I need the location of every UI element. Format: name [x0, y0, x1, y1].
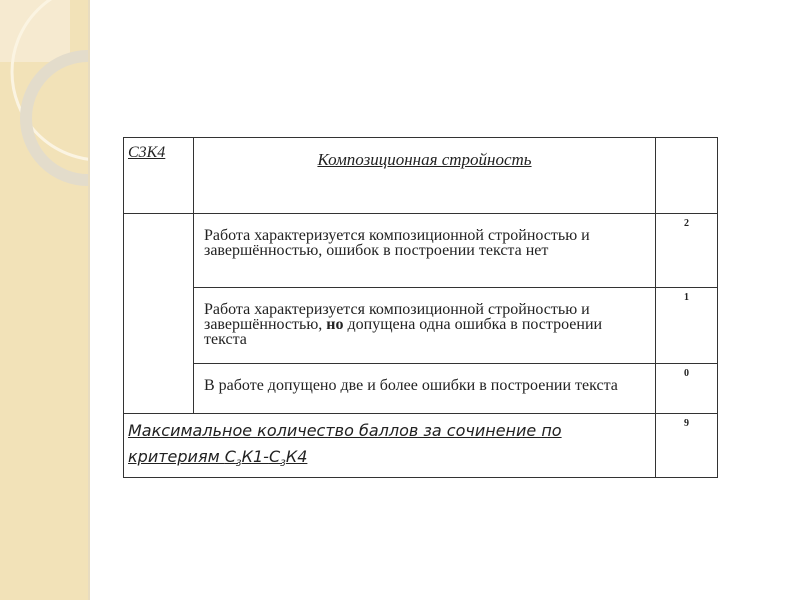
row-description: [194, 288, 656, 364]
criterion-code-cell: [124, 138, 194, 214]
total-c2: С: [268, 447, 281, 466]
total-label-text: Максимальное количество баллов за сочинение по критериям: [128, 421, 562, 466]
description-bold: но: [326, 316, 344, 333]
criterion-title-cell: [194, 138, 656, 214]
total-label: [124, 414, 656, 478]
decorative-circles-icon: [0, 0, 88, 600]
total-row: [124, 414, 718, 478]
criterion-code: С3К4: [128, 144, 166, 161]
criterion-title: Композиционная стройность: [317, 150, 532, 169]
sidebar-edge: [88, 0, 90, 600]
criteria-table: [123, 137, 718, 478]
row-score: 0: [656, 364, 718, 414]
row-score: 2: [656, 214, 718, 288]
row-score: 1: [656, 288, 718, 364]
row-description: В работе допущено две и более ошибки в построении текста: [194, 364, 656, 414]
description-text: Работа характеризуется композиционной стройностью и завершённостью,: [204, 301, 590, 333]
description-text: допущена одна ошибка в построении текста: [204, 316, 603, 348]
total-k1: К1-: [241, 447, 269, 466]
table-header-row: [124, 138, 718, 214]
total-k2: К4: [285, 447, 308, 466]
table-row: [124, 214, 718, 288]
table-row: [124, 288, 718, 364]
row-description: Работа характеризуется композиционной стройностью и завершённостью, ошибок в построении текста нет: [194, 214, 656, 288]
table-row: [124, 364, 718, 414]
total-sub2: 3: [280, 459, 286, 470]
total-sub1: 3: [235, 459, 242, 470]
decorative-sidebar: [0, 0, 88, 600]
empty-cell: [124, 214, 194, 414]
score-header-cell: [656, 138, 718, 214]
total-score: 9: [656, 414, 718, 478]
total-c1: С: [224, 447, 236, 466]
